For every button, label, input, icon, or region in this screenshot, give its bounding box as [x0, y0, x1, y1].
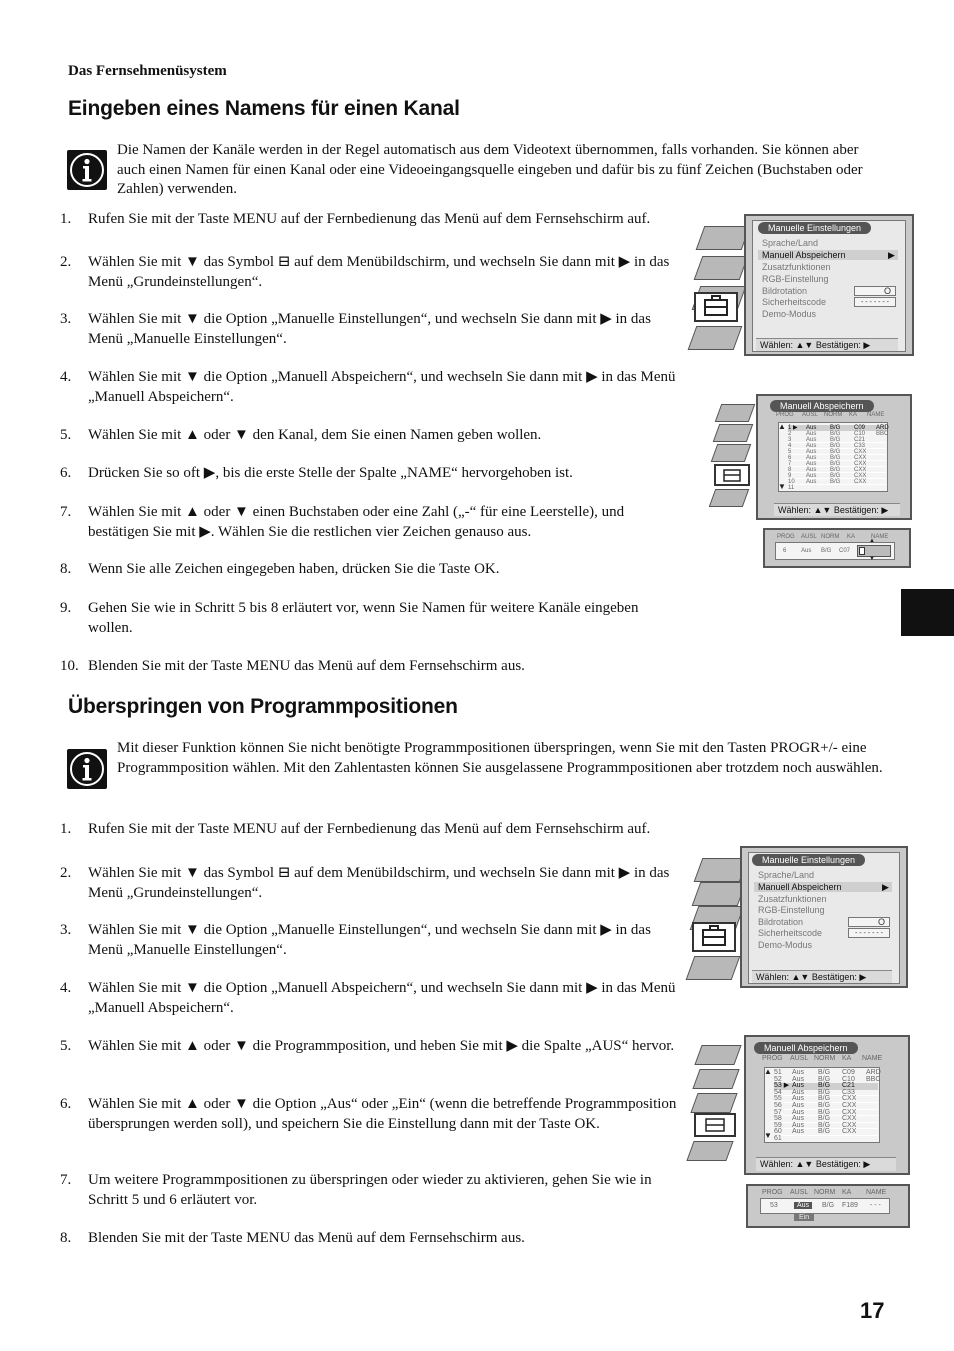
- step: 6. Wählen Sie mit ▲ oder ▼ die Option „Aus“ oder „Ein“ (wenn die betreffende Programmposition übersprungen werden soll), und speichern Sie die Einstellung dann mit der Taste OK.: [60, 1096, 677, 1132]
- step: 2. Wählen Sie mit ▼ das Symbol ⊟ auf dem Menübildschirm, und wechseln Sie dann mit ▶ in das Menü „Grundeinstellungen“.: [60, 254, 670, 290]
- menu-item[interactable]: Sprache/Land: [762, 238, 819, 248]
- table-cell: CXX: [854, 449, 867, 455]
- menu-panel: [744, 214, 914, 356]
- table-cell: CXX: [854, 467, 867, 473]
- table-cell: 52: [774, 1075, 782, 1083]
- play-icon: ▶: [888, 250, 895, 260]
- table-cell: Aus: [792, 1095, 805, 1103]
- menu-item[interactable]: Bildrotation: [762, 286, 808, 296]
- section1-intro: Die Namen der Kanäle werden in der Regel automatisch aus dem Videotext übernommen, falls vorhanden. Sie können aber auch einen Namen für einen Kanal oder eine Videoeingangsquelle eingeben und dafür bis zu fünf Zeichen (Buchstaben oder Zahlen) verwenden.: [117, 142, 863, 197]
- menu-item[interactable]: Sprache/Land: [758, 870, 815, 880]
- menu-item[interactable]: Bildrotation: [758, 917, 804, 927]
- picture-menu-icon: [715, 404, 756, 422]
- table-cell: 3: [788, 437, 792, 443]
- table-cell: Aus: [792, 1108, 805, 1116]
- table-cell: C21: [854, 437, 866, 443]
- table-cell: B/G: [830, 461, 841, 467]
- table-cell: Aus: [806, 455, 817, 461]
- table-cell: B/G: [818, 1121, 831, 1129]
- table-cell: C09: [854, 425, 866, 431]
- menu-title: Manuelle Einstellungen: [752, 854, 865, 866]
- table-cell: Aus: [792, 1088, 805, 1096]
- info-icon: [67, 150, 107, 190]
- table-cell: B/G: [818, 1102, 831, 1109]
- step: 5. Wählen Sie mit ▲ oder ▼ den Kanal, dem Sie einen Namen geben wollen.: [60, 427, 542, 443]
- table-cell: 59: [774, 1121, 782, 1129]
- menu-item-selected[interactable]: Manuell Abspeichern: [758, 250, 898, 260]
- table-cell: 55: [774, 1095, 782, 1103]
- preset-menu-icon: [686, 956, 741, 980]
- table-cell: 57: [774, 1108, 782, 1116]
- section-title-channel-name: Eingeben eines Namens für einen Kanal: [68, 97, 460, 120]
- osd-manual-store-2: [688, 1035, 910, 1175]
- running-header: Das Fernsehmenüsystem: [68, 63, 227, 79]
- sound-menu-icon: [713, 424, 754, 442]
- down-arrow-icon: ▼: [778, 482, 786, 491]
- table-cell: CXX: [854, 479, 867, 485]
- preset-menu-icon: [709, 489, 750, 507]
- chapter-tab: [901, 589, 954, 636]
- table-cell: Aus: [806, 425, 817, 431]
- table-cell: Aus: [806, 473, 817, 479]
- skip-value[interactable]: Aus: [794, 1202, 812, 1209]
- menu-title: Manuell Abspeichern: [770, 400, 874, 412]
- table-cell: Aus: [806, 431, 817, 437]
- table-cell: B/G: [818, 1108, 831, 1116]
- play-icon: ▶: [882, 882, 889, 892]
- table-cell: Aus: [792, 1121, 805, 1129]
- step: 3. Wählen Sie mit ▼ die Option „Manuelle Einstellungen“, und wechseln Sie dann mit ▶ in das Menü „Manuelle Einstellungen“.: [60, 922, 651, 958]
- table-cell: B/G: [830, 479, 841, 485]
- down-arrow-icon: ▼: [869, 556, 875, 562]
- table-cell: CXX: [842, 1108, 857, 1116]
- table-cell: 6: [788, 455, 792, 461]
- table-cell: 7: [788, 461, 792, 467]
- up-arrow-icon: ▲: [778, 422, 786, 431]
- table-cell: B/G: [818, 1088, 831, 1096]
- preset-menu-icon: [688, 326, 743, 350]
- table-cell: CXX: [842, 1121, 857, 1129]
- section-title-skip-positions: Überspringen von Programmpositionen: [68, 695, 458, 718]
- sound-menu-icon: [694, 256, 749, 280]
- menu-panel: Manuell Abspeichern PROG AUSL NORM KA NAME 51 Aus B/G C09 ARD 52 Aus B/G C10 BBC 53 ▶ Aus B/G C21 54 Aus B/G C33 55 Aus B/G CXX 56 Aus B/G CXX 57 Aus B/G CXX 58 Aus B/G CXX 59 Aus B/G CXX 60 Aus B/G CXX ▲ ▼ 61 Wählen: ▲▼ Bestätigen: ▶: [744, 1035, 910, 1175]
- table-cell: B/G: [818, 1128, 831, 1136]
- osd-manual-settings-2: [686, 846, 908, 988]
- bildrotation-value[interactable]: O: [848, 917, 890, 927]
- table-cell: Aus: [806, 467, 817, 473]
- table-cell: 10: [788, 479, 795, 485]
- table-cell: B/G: [830, 449, 841, 455]
- table-cell: B/G: [818, 1069, 831, 1076]
- table-cell: B/G: [830, 431, 841, 437]
- table-cell: B/G: [818, 1115, 831, 1123]
- step: 7. Um weitere Programmpositionen zu überspringen oder wieder zu aktivieren, gehen Sie wie in Schritt 5 und 6 erläutert vor.: [60, 1172, 652, 1208]
- setup-menu-icon: [694, 1113, 736, 1137]
- table-cell: CXX: [854, 473, 867, 479]
- menu-item[interactable]: Demo-Modus: [762, 309, 817, 319]
- table-cell: CXX: [854, 461, 867, 467]
- step: 5. Wählen Sie mit ▲ oder ▼ die Programmposition, und heben Sie mit ▶ die Spalte „AUS“ hervor.: [60, 1038, 675, 1054]
- table-cell: 5: [788, 449, 792, 455]
- menu-item[interactable]: RGB-Einstellung: [758, 905, 825, 915]
- table-cell: Aus: [792, 1082, 805, 1090]
- table-row[interactable]: [774, 1129, 878, 1136]
- table-cell: 58: [774, 1115, 782, 1123]
- security-code-field[interactable]: - - - - - - -: [854, 297, 896, 307]
- page-number: 17: [860, 1298, 885, 1323]
- skip-edit-bar: PROG AUSL NORM KA NAME 53 Aus B/G F189 - - - Ein: [746, 1184, 910, 1228]
- table-cell: 54: [774, 1088, 782, 1096]
- table-cell: Aus: [792, 1069, 805, 1076]
- table-cell: Aus: [806, 437, 817, 443]
- table-cell: 56: [774, 1102, 782, 1109]
- bildrotation-value[interactable]: O: [854, 286, 896, 296]
- setup-menu-icon: [692, 922, 736, 952]
- table-cell: Aus: [792, 1115, 805, 1123]
- table-cell: 2: [788, 431, 792, 437]
- table-cell: B/G: [830, 437, 841, 443]
- menu-footer: Wählen: ▲▼ Bestätigen: ▶: [756, 1157, 896, 1171]
- table-cell: 53 ▶: [774, 1082, 790, 1090]
- table-cell: B/G: [818, 1075, 831, 1083]
- table-cell: B/G: [830, 473, 841, 479]
- features-menu-icon: [690, 1093, 737, 1113]
- table-cell: C33: [842, 1088, 855, 1096]
- table-cell: BBC: [876, 431, 889, 437]
- setup-menu-icon: [694, 292, 738, 322]
- table-cell: CXX: [842, 1115, 857, 1123]
- osd-manual-store-1: [712, 394, 912, 520]
- table-cell: C10: [842, 1075, 855, 1083]
- table-cell: Aus: [806, 443, 817, 449]
- table-cell: Aus: [792, 1102, 805, 1109]
- step: 3. Wählen Sie mit ▼ die Option „Manuelle Einstellungen“, und wechseln Sie dann mit ▶ in das Menü „Manuelle Einstellungen“.: [60, 311, 651, 347]
- last-row-number: 61: [774, 1135, 782, 1142]
- step: 8. Wenn Sie alle Zeichen eingegeben haben, drücken Sie die Taste OK.: [60, 561, 500, 577]
- menu-panel: Manuell Abspeichern PROG AUSL NORM KA NAME 1 ▶ Aus B/G C09 ARD 2 Aus B/G C10 BBC 3 Aus B/G C21 4 Aus B/G C33 5 Aus B/G CXX 6 Aus B/G CXX 7 Aus B/G CXX 8 Aus B/G CXX 9 Aus B/G CXX 10 Aus B/G CXX ▲ ▼ 11 Wählen: ▲▼ Bestätigen: ▶: [756, 394, 912, 520]
- step: 9. Gehen Sie wie in Schritt 5 bis 8 erläutert vor, wenn Sie Namen für weitere Kanäle eingeben wollen.: [60, 600, 639, 636]
- table-cell: B/G: [830, 425, 841, 431]
- menu-footer: Wählen: ▲▼ Bestätigen: ▶: [774, 503, 900, 516]
- menu-item-selected[interactable]: Manuell Abspeichern: [754, 882, 892, 892]
- step: 4. Wählen Sie mit ▼ die Option „Manuell Abspeichern“, und wechseln Sie dann mit ▶ in das Menü „Manuell Abspeichern“.: [60, 369, 676, 405]
- skip-option-below[interactable]: Ein: [794, 1214, 814, 1221]
- step: 10. Blenden Sie mit der Taste MENU das Menü auf dem Fernsehschirm aus.: [60, 658, 525, 674]
- table-cell: 1 ▶: [788, 425, 798, 431]
- table-cell: B/G: [830, 455, 841, 461]
- step: 1. Rufen Sie mit der Taste MENU auf der Fernbedienung das Menü auf dem Fernsehschirm auf.: [60, 211, 651, 227]
- menu-item[interactable]: Demo-Modus: [758, 940, 813, 950]
- table-cell: 9: [788, 473, 792, 479]
- table-cell: B/G: [830, 467, 841, 473]
- menu-item[interactable]: RGB-Einstellung: [762, 274, 829, 284]
- menu-footer: Wählen: ▲▼ Bestätigen: ▶: [756, 338, 898, 351]
- menu-title: Manuelle Einstellungen: [758, 222, 871, 234]
- table-cell: C09: [842, 1069, 855, 1076]
- menu-title: Manuell Abspeichern: [754, 1042, 858, 1054]
- last-row-number: 11: [788, 485, 795, 491]
- security-code-field[interactable]: - - - - - - -: [848, 928, 890, 938]
- table-cell: CXX: [842, 1128, 857, 1136]
- table-cell: B/G: [818, 1082, 831, 1090]
- table-cell: B/G: [830, 443, 841, 449]
- table-cell: ARD: [876, 425, 889, 431]
- menu-item[interactable]: Sicherheitscode: [758, 928, 823, 938]
- menu-item[interactable]: Zusatzfunktionen: [762, 262, 831, 272]
- info-icon: [67, 749, 107, 789]
- table-cell: Aus: [806, 461, 817, 467]
- table-cell: Aus: [792, 1128, 805, 1136]
- table-cell: C21: [842, 1082, 855, 1090]
- picture-menu-icon: [694, 1045, 741, 1065]
- table-cell: ARD: [866, 1069, 881, 1076]
- name-edit-bar: PROG AUSL NORM KA NAME 6 Aus B/G C07 ▲ ▼: [763, 528, 911, 568]
- step: 4. Wählen Sie mit ▼ die Option „Manuell Abspeichern“, und wechseln Sie dann mit ▶ in das Menü „Manuell Abspeichern“.: [60, 980, 676, 1016]
- table-cell: C10: [854, 431, 866, 437]
- table-cell: CXX: [842, 1102, 857, 1109]
- up-arrow-icon: ▲: [764, 1067, 772, 1076]
- menu-footer: Wählen: ▲▼ Bestätigen: ▶: [752, 970, 892, 983]
- setup-menu-icon: [714, 464, 750, 486]
- menu-panel: [740, 846, 908, 988]
- table-cell: Aus: [806, 449, 817, 455]
- preset-menu-icon: [686, 1141, 733, 1161]
- sound-menu-icon: [692, 1069, 739, 1089]
- table-cell: C33: [854, 443, 866, 449]
- table-cell: 8: [788, 467, 792, 473]
- table-cell: BBC: [866, 1075, 881, 1083]
- table-cell: 60: [774, 1128, 782, 1136]
- step: 2. Wählen Sie mit ▼ das Symbol ⊟ auf dem Menübildschirm, und wechseln Sie dann mit ▶ in das Menü „Grundeinstellungen“.: [60, 865, 670, 901]
- up-arrow-icon: ▲: [869, 538, 875, 544]
- table-row[interactable]: [788, 479, 886, 485]
- step: 7. Wählen Sie mit ▲ oder ▼ einen Buchstaben oder eine Zahl („-“ für eine Leerstelle), und bestätigen Sie mit ▶. Wählen Sie die restlichen vier Zeichen genauso aus.: [60, 504, 625, 540]
- table-cell: 4: [788, 443, 792, 449]
- picture-menu-icon: [696, 226, 751, 250]
- table-cell: 51: [774, 1069, 782, 1076]
- down-arrow-icon: ▼: [764, 1131, 772, 1140]
- sound-menu-icon: [692, 882, 747, 906]
- table-cell: Aus: [792, 1075, 805, 1083]
- table-cell: CXX: [842, 1095, 857, 1103]
- table-cell: CXX: [854, 455, 867, 461]
- menu-item[interactable]: Sicherheitscode: [762, 297, 827, 307]
- menu-item[interactable]: Zusatzfunktionen: [758, 894, 827, 904]
- step: 6. Drücken Sie so oft ▶, bis die erste Stelle der Spalte „NAME“ hervorgehoben ist.: [60, 465, 573, 481]
- table-cell: Aus: [806, 479, 817, 485]
- section2-intro: Mit dieser Funktion können Sie nicht benötigte Programmpositionen überspringen, wenn Sie mit den Tasten PROGR+/- eine Programmposition wählen. Mit den Zahlentasten können Sie ausgelassene Programmpositionen aber trotzdem noch auswählen.: [117, 740, 883, 776]
- osd-manual-settings: [688, 214, 914, 356]
- table-cell: B/G: [818, 1095, 831, 1103]
- step: 8. Blenden Sie mit der Taste MENU das Menü auf dem Fernsehschirm aus.: [60, 1230, 525, 1246]
- step: 1. Rufen Sie mit der Taste MENU auf der Fernbedienung das Menü auf dem Fernsehschirm auf.: [60, 821, 651, 837]
- features-menu-icon: [711, 444, 752, 462]
